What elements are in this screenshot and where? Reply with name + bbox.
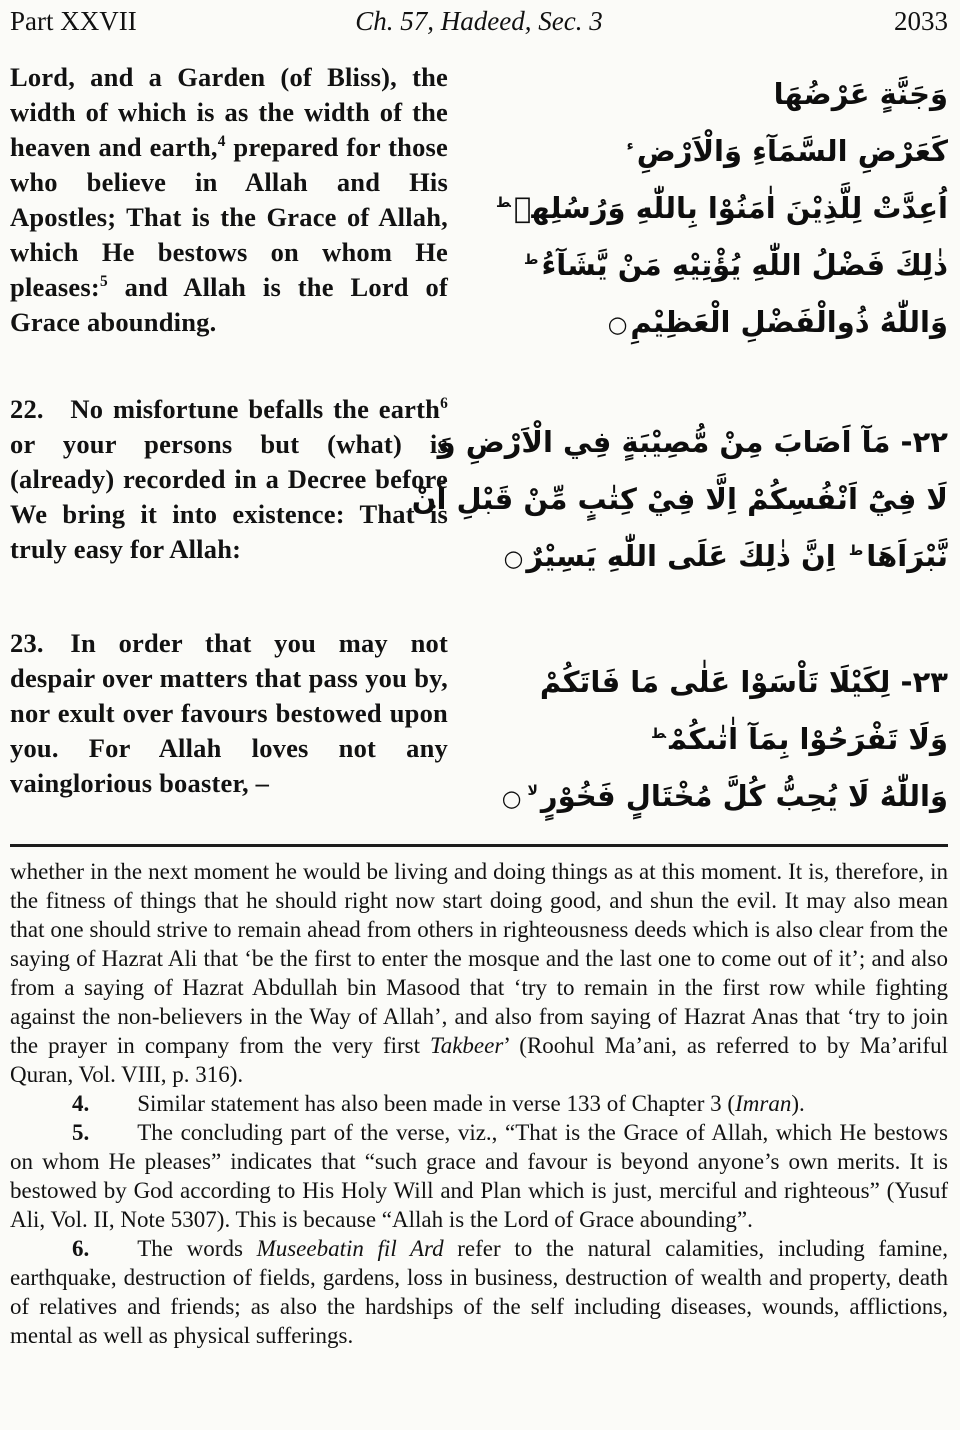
text-segment: وَلَا تَفْرَحُوْا بِمَآ اٰتٰىكُمْ <box>669 722 948 756</box>
footnotes-section <box>10 857 948 1350</box>
page-header <box>10 6 948 36</box>
text-segment: ’ (Roohul Ma’ani, as referred to by Ma’ariful Quran, Vol. VIII, p. 316). <box>10 1033 948 1087</box>
arabic-line <box>437 414 948 471</box>
footnote-item <box>10 1234 948 1350</box>
footnote-list <box>10 1089 948 1350</box>
arabic-line <box>462 66 948 123</box>
text-segment-waqf: ط <box>848 543 864 560</box>
text-segment: اُعِدَّتْ لِلَّذِيْنَ اٰمَنُوْا بِاللّٰهِ وَرُسُلِهٖ <box>513 191 948 225</box>
text-segment: نَّبْرَاَهَا <box>866 539 948 573</box>
arabic-line <box>462 711 948 768</box>
text-segment: اِنَّ ذٰلِكَ عَلَى اللّٰهِ يَسِيْرٌ <box>526 539 846 573</box>
arabic-line <box>411 471 948 528</box>
english-translation-22 <box>10 392 448 567</box>
text-segment-waqf: ط <box>496 195 511 212</box>
english-translation-23 <box>10 626 448 801</box>
chapter-title: Ch. 57, Hadeed, Sec. 3 <box>355 6 603 36</box>
text-segment-num: 4. <box>72 1091 90 1116</box>
verse-row-22 <box>10 392 948 588</box>
text-segment-num: 6. <box>72 1236 90 1261</box>
english-translation-21 <box>10 60 448 340</box>
text-segment: ). <box>791 1091 805 1116</box>
arabic-verse-22 <box>411 392 948 588</box>
text-segment-italic: Imran <box>735 1091 792 1116</box>
arabic-verse-21 <box>462 60 948 354</box>
verses-section <box>10 60 948 828</box>
text-segment-waqf: ء <box>626 138 634 155</box>
text-segment: ٢٣- لِكَيْلَا تَاْسَوْا عَلٰى مَا فَاتَكُمْ <box>539 665 948 699</box>
text-segment: وَاللّٰهُ لَا يُحِبُّ كُلَّ مُخْتَالٍ فَخُوْرٍ <box>540 779 948 813</box>
arabic-line <box>462 123 948 180</box>
text-segment: and Allah is the Lord of Grace abounding. <box>10 272 448 337</box>
text-segment: whether in the next moment he would be living and doing things as at this moment. It is, therefore, in the fitness of things that he should right now start doing good, and shun the evil. It may also mean that one should strive to remain ahead from others in righteousness deeds which is also clear from the saying of Hazrat Ali that ‘be the first to enter the mosque and the last one to come out of it’; and also from a saying of Hazrat Abdullah bin Masood that ‘try to remain in the first row while fighting against the non-believers in the Way of Allah’, and also from saying of Hazrat Anas that ‘try to join the prayer in company from the very first <box>10 859 948 1058</box>
page-number: 2033 <box>894 6 949 36</box>
text-segment: The words <box>137 1236 257 1261</box>
text-segment-endmark: ○ <box>503 546 524 572</box>
text-segment: prepared for those who believe in Allah and His Apostles; That is the Grace of Allah, which He bestows on whom He pleases: <box>10 132 448 302</box>
footnote-item <box>10 1118 948 1234</box>
text-segment: 23. In order that you may not despair over matters that pass you by, nor exult over favours bestowed upon you. For Allah loves not any vainglorious boaster, – <box>10 628 448 798</box>
text-segment-italic: Takbeer <box>430 1033 504 1058</box>
text-segment-num: 5. <box>72 1120 90 1145</box>
text-segment: Lord, and a Garden (of Bliss), the width of which is as the width of the heaven and earth, <box>10 62 448 162</box>
text-segment: 22. No misfortune befalls the earth <box>10 394 441 424</box>
arabic-line <box>462 180 948 237</box>
arabic-line <box>462 237 948 294</box>
text-segment-waqf: لا <box>527 783 538 800</box>
text-segment-sup: 4 <box>217 133 226 151</box>
footnote-item <box>10 1089 948 1118</box>
text-segment: لَا فِيْٓ اَنْفُسِكُمْ اِلَّا فِيْ كِتٰبٍ مِّنْ قَبْلِ اَنْ <box>411 482 948 516</box>
part-label: Part XXVII <box>10 6 137 36</box>
text-segment: كَعَرْضِ السَّمَآءِ وَالْاَرْضِ <box>636 134 948 168</box>
text-segment-sup: 6 <box>440 395 448 413</box>
verse-row-23 <box>10 626 948 828</box>
arabic-line <box>462 528 948 588</box>
text-segment-endmark: ○ <box>607 312 628 338</box>
arabic-line <box>462 294 948 354</box>
text-segment: The concluding part of the verse, viz., “That is the Grace of Allah, which He bestows on whom He pleases” indicates that “such grace and favour is beyond anyone’s own merits. It is bestowed by God according to His Holy Will and Plan which is just, merciful and righteous” (Yusuf Ali, Vol. II, Note 5307). This is because “Allah is the Lord of Grace abounding”. <box>10 1120 948 1232</box>
text-segment: ٢٢- مَآ اَصَابَ مِنْ مُّصِيْبَةٍ فِي الْاَرْضِ وَ <box>437 425 948 459</box>
text-segment: وَاللّٰهُ ذُوالْفَضْلِ الْعَظِيْمِ <box>630 305 948 339</box>
verse-row-21 <box>10 60 948 354</box>
text-segment-endmark: ○ <box>501 786 522 812</box>
arabic-line <box>462 768 948 828</box>
footnote-divider <box>10 844 948 847</box>
footnote-continuation <box>10 857 948 1089</box>
text-segment-waqf: ط <box>651 726 667 743</box>
text-segment-waqf: ط <box>524 252 539 269</box>
text-segment: وَجَنَّةٍ عَرْضُهَا <box>773 77 948 111</box>
arabic-line <box>462 654 948 711</box>
text-segment: Similar statement has also been made in verse 133 of Chapter 3 ( <box>137 1091 736 1116</box>
arabic-verse-23 <box>462 626 948 828</box>
text-segment-italic: Museebatin fil Ard <box>256 1236 444 1261</box>
text-segment: or your persons but (what) is (already) recorded in a Decree before We bring it into existence: That is truly easy for Allah: <box>10 429 448 564</box>
text-segment: ذٰلِكَ فَضْلُ اللّٰهِ يُؤْتِيْهِ مَنْ يَّشَآءُ <box>541 248 948 282</box>
text-segment-sup: 5 <box>99 273 108 291</box>
text-segment: refer to the natural calamities, including famine, earthquake, destruction of fields, gardens, loss in business, destruction of wealth and property, death of relatives and friends; as also the hardships of the self including diseases, wounds, afflictions, mental as well as physical sufferings. <box>10 1236 948 1348</box>
